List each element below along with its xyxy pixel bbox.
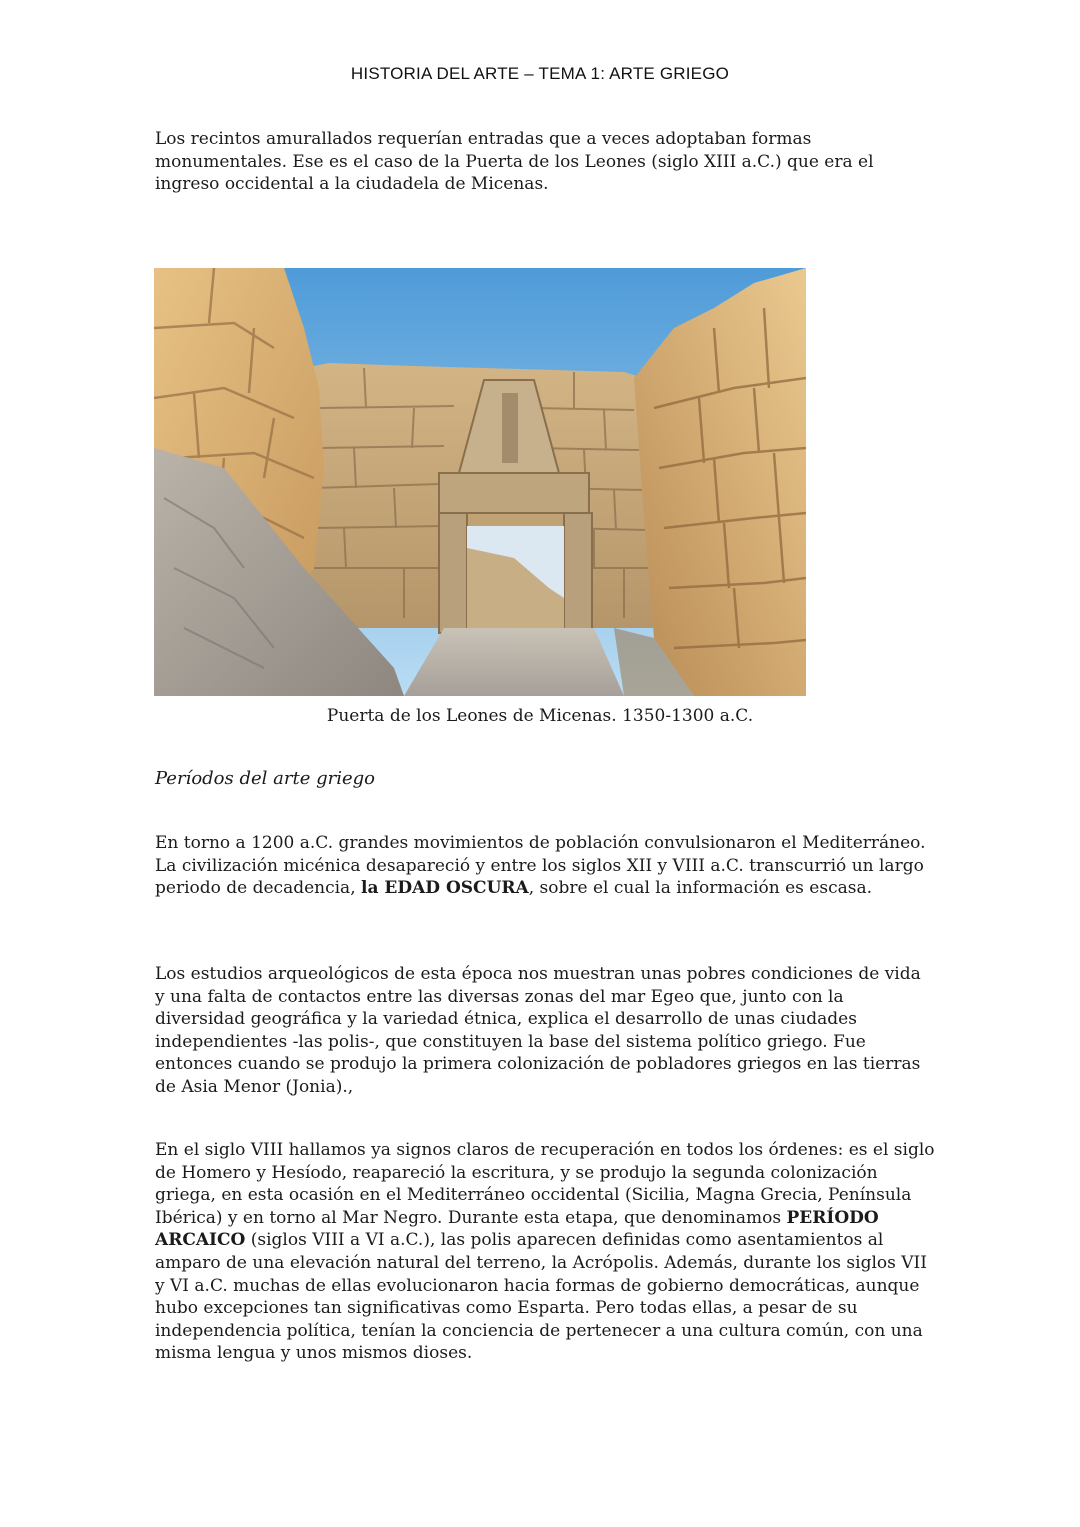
text-run: En el siglo VIII hallamos ya signos claros de recuperación en todos los órdenes: es el siglo de Homero y Hesíodo, reapareció la escritura, y se produjo la segunda colonización griega, en esta ocasión en el Mediterráneo occidental (Sicilia, Magna Grecia, Península Ibérica) y en torno al Mar Negro. Durante esta etapa, que denominamos (155, 1140, 935, 1228)
section-heading: Períodos del arte griego (155, 768, 375, 789)
paragraph-edad-oscura (155, 832, 935, 900)
text-run: , sobre el cual la información es escasa. (528, 878, 873, 899)
page-header: HISTORIA DEL ARTE – TEMA 1: ARTE GRIEGO (350, 64, 730, 83)
paragraph-periodo-arcaico (155, 1139, 935, 1365)
text-run: (siglos VIII a VI a.C.), las polis aparecen definidas como asentamientos al amparo de una elevación natural del terreno, la Acrópolis. Además, durante los siglos VII y VI a.C. muchas de ellas evolucionaron hacia formas de gobierno democráticas, aunque hubo excepciones tan significativas como Esparta. Pero todas ellas, a pesar de su independencia política, tenían la conciencia de pertenecer a una cultura común, con una misma lengua y unos mismos dioses. (155, 1230, 927, 1364)
text-run: En torno a 1200 a.C. grandes movimientos de población convulsionaron el Mediterráneo. La civilización micénica desapareció y entre los siglos XII y VIII a.C. transcurrió un largo periodo de decadencia, (155, 833, 926, 899)
paragraph-polis: Los estudios arqueológicos de esta época nos muestran unas pobres condiciones de vida y una falta de contactos entre las diversas zonas del mar Egeo que, junto con la diversidad geográfica y la variedad étnica, explica el desarrollo de unas ciudades independientes -las polis-, que constituyen la base del sistema político griego. Fue entonces cuando se produjo la primera colonización de pobladores griegos en las tierras de Asia Menor (Jonia)., (155, 964, 921, 1097)
figure-caption: Puerta de los Leones de Micenas. 1350-1300 a.C. (326, 706, 754, 726)
lion-gate-photo (154, 268, 806, 696)
bold-term-edad-oscura: la EDAD OSCURA (361, 878, 529, 899)
intro-paragraph: Los recintos amurallados requerían entradas que a veces adoptaban formas monumentales. Ese es el caso de la Puerta de los Leones (siglo XIII a.C.) que era el ingreso occidental a la ciudadela de Micenas. (155, 129, 874, 195)
bold-term-periodo-arcaico: PERÍODO ARCAICO (155, 1207, 879, 1251)
